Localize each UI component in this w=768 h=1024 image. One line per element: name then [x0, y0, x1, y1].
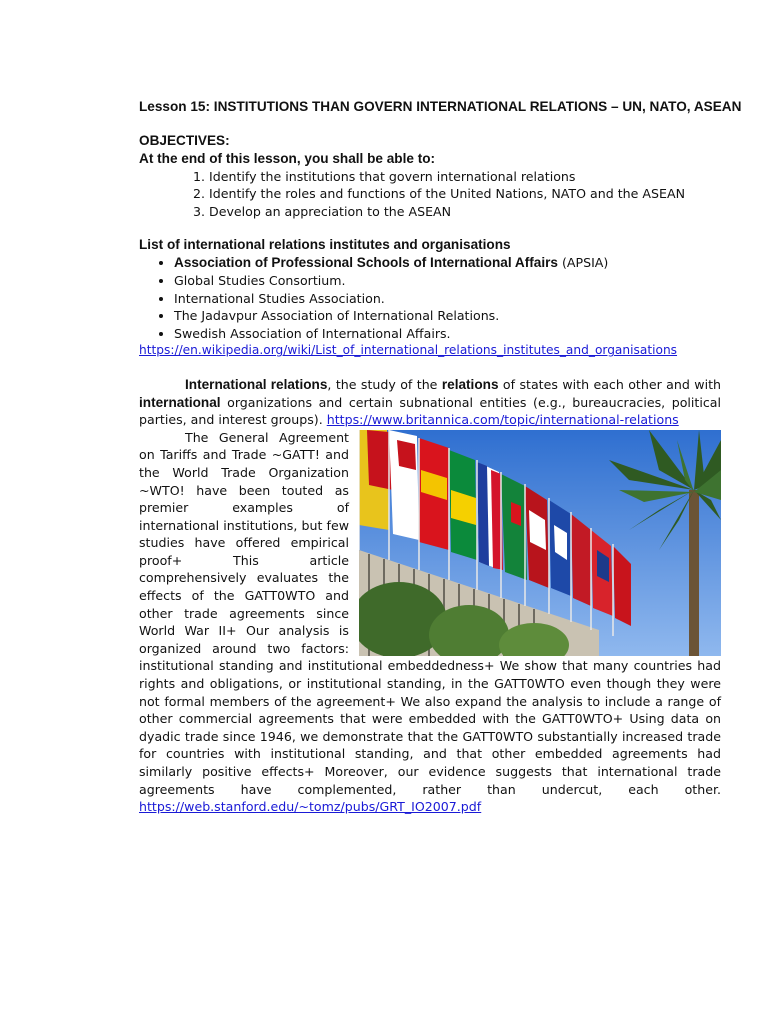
flags-photo-image: [359, 430, 721, 656]
institutes-heading: List of international relations institutes and organisations: [139, 237, 511, 253]
keyword: relations: [441, 376, 499, 392]
paragraph-text: organizations and certain subnational entities (e.g., bureaucracies, political parties, and interest groups).: [139, 394, 721, 428]
objective-item: 2. Identify the roles and functions of the United Nations, NATO and the ASEAN: [209, 185, 721, 203]
institute-item: • Global Studies Consortium.: [174, 272, 721, 290]
britannica-link[interactable]: https://www.britannica.com/topic/international-relations: [326, 412, 679, 428]
paragraph-text: The General Agreement on Tariffs and Trade ~GATT! and the World Trade Organization ~WTO! have been touted as premier examples of international institutions, but few studies have offered empirical proof+ This article comprehensively evaluates the effects of the GATT0WTO and other trade agreements since World War II+ Our analysis is organized around two factors: institutional standing and institutional embeddedness+ We show that many countries had rights and obligations, or institutional standing, in the GATT0WTO even though they were not formal members of the agreement+ We also expand the analysis to include a range of other commercial agreements that were embedded with the GATT0WTO+ Using data on dyadic trade since 1946, we demonstrate that the GATT0WTO substantially increased trade for countries with institutional standing, and that other embedded agreements had similarly positive effects+ Moreover, our evidence suggests that international trade agreements have complemented, rather than undercut, each other.: [139, 429, 721, 797]
objectives-heading: OBJECTIVES:: [139, 132, 230, 148]
objective-item: 1. Identify the institutions that govern international relations: [209, 168, 721, 186]
institute-item: [174, 254, 721, 272]
objective-item: 3. Develop an appreciation to the ASEAN: [209, 203, 721, 221]
institutes-list: [139, 254, 721, 342]
document-page: [139, 98, 742, 816]
institute-item: • Swedish Association of International Affairs.: [174, 325, 721, 343]
keyword: international: [139, 394, 221, 410]
wikipedia-link[interactable]: https://en.wikipedia.org/wiki/List_of_international_relations_institutes_and_organisations: [139, 343, 678, 358]
stanford-link[interactable]: https://web.stanford.edu/~tomz/pubs/GRT_IO2007.pdf: [139, 799, 482, 815]
institute-item: • International Studies Association.: [174, 290, 721, 308]
paragraph-text: of states with each other and with: [498, 376, 721, 392]
objectives-intro: At the end of this lesson, you shall be able to:: [139, 150, 436, 166]
keyword: International relations: [185, 376, 328, 392]
intro-paragraph: [139, 376, 721, 429]
lesson-title: Lesson 15: INSTITUTIONS THAN GOVERN INTERNATIONAL RELATIONS – UN, NATO, ASEAN: [139, 99, 742, 114]
institute-bold-name: Association of Professional Schools of International Affairs: [174, 255, 558, 271]
institute-suffix: (APSIA): [557, 255, 609, 271]
objectives-list: [139, 168, 721, 221]
institute-item: • The Jadavpur Association of International Relations.: [174, 307, 721, 325]
flags-photo: [359, 430, 721, 656]
paragraph-text: , the study of the: [327, 376, 442, 392]
